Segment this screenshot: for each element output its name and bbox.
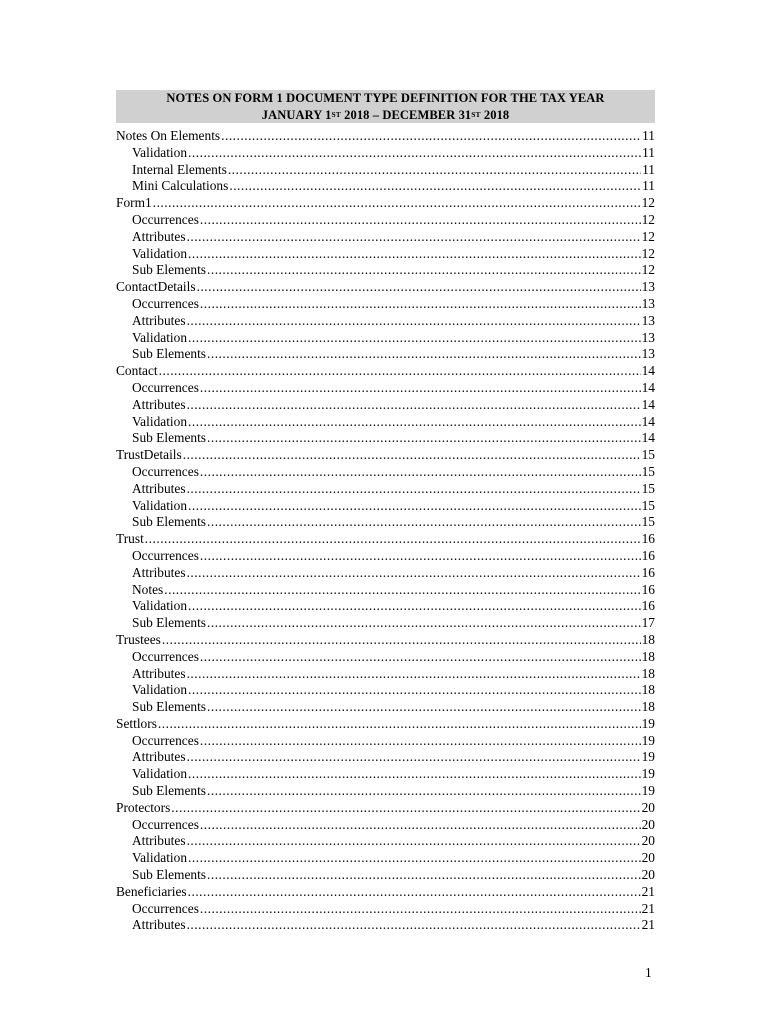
toc-subentry[interactable] [116, 262, 655, 279]
toc-subentry[interactable] [116, 817, 655, 834]
table-of-contents [116, 128, 655, 934]
toc-entry[interactable] [116, 531, 655, 548]
toc-subentry[interactable] [116, 246, 655, 263]
toc-entry-label: Mini Calculations [132, 178, 229, 194]
toc-entry-label: Validation [132, 329, 188, 345]
toc-entry-page: 16 [641, 531, 655, 547]
toc-entry-label: Validation [132, 766, 188, 782]
toc-dot-leader [187, 313, 641, 330]
toc-subentry[interactable] [116, 783, 655, 800]
toc-entry-label: Attributes [132, 312, 186, 328]
toc-entry-page: 13 [641, 295, 655, 311]
toc-subentry[interactable] [116, 178, 655, 195]
toc-entry-label: Sub Elements [132, 430, 207, 446]
toc-dot-leader [228, 162, 641, 179]
toc-entry-page: 20 [641, 799, 655, 815]
toc-subentry[interactable] [116, 901, 655, 918]
toc-entry-page: 13 [641, 312, 655, 328]
toc-entry-label: Validation [132, 413, 188, 429]
toc-entry-label: Occurrences [132, 816, 199, 832]
toc-entry-label: Occurrences [132, 463, 199, 479]
toc-entry[interactable] [116, 632, 655, 649]
toc-entry[interactable] [116, 447, 655, 464]
toc-entry-label: Attributes [132, 833, 186, 849]
toc-entry-label: ContactDetails [116, 279, 196, 295]
toc-entry-label: Occurrences [132, 211, 199, 227]
document-title-banner [116, 90, 655, 123]
toc-entry-page: 13 [641, 329, 655, 345]
toc-entry-page: 15 [641, 497, 655, 513]
toc-entry-page: 14 [641, 413, 655, 429]
toc-entry-label: Sub Elements [132, 867, 207, 883]
toc-subentry[interactable] [116, 514, 655, 531]
toc-entry-label: Settlors [116, 715, 157, 731]
toc-subentry[interactable] [116, 414, 655, 431]
toc-entry-label: Notes [132, 581, 164, 597]
toc-subentry[interactable] [116, 430, 655, 447]
toc-dot-leader [187, 749, 641, 766]
toc-dot-leader [229, 178, 641, 195]
toc-dot-leader [188, 766, 641, 783]
toc-entry-label: Sub Elements [132, 699, 207, 715]
toc-dot-leader [162, 632, 641, 649]
toc-entry-label: Occurrences [132, 295, 199, 311]
toc-entry-page: 12 [641, 211, 655, 227]
toc-dot-leader [207, 867, 641, 884]
toc-subentry[interactable] [116, 346, 655, 363]
toc-entry-page: 19 [641, 766, 655, 782]
toc-dot-leader [207, 430, 641, 447]
toc-dot-leader [200, 296, 641, 313]
toc-subentry[interactable] [116, 598, 655, 615]
toc-dot-leader [207, 514, 641, 531]
toc-entry-page: 20 [641, 833, 655, 849]
toc-dot-leader [158, 716, 641, 733]
toc-dot-leader [200, 817, 641, 834]
toc-dot-leader [153, 195, 641, 212]
toc-entry-label: Internal Elements [132, 161, 227, 177]
toc-subentry[interactable] [116, 682, 655, 699]
toc-entry-label: Occurrences [132, 900, 199, 916]
toc-dot-leader [200, 380, 641, 397]
toc-entry-page: 17 [641, 615, 655, 631]
toc-entry[interactable] [116, 363, 655, 380]
toc-dot-leader [197, 279, 641, 296]
toc-subentry[interactable] [116, 380, 655, 397]
toc-subentry[interactable] [116, 330, 655, 347]
title-line-2-part-a: JANUARY 1 [261, 107, 332, 122]
title-line-2-part-c: 2018 [480, 107, 510, 122]
toc-dot-leader [200, 548, 641, 565]
toc-entry-page: 18 [641, 682, 655, 698]
toc-entry-label: Validation [132, 497, 188, 513]
title-superscript-1: ST [331, 109, 341, 119]
toc-dot-leader [188, 145, 641, 162]
toc-entry-page: 13 [641, 346, 655, 362]
toc-entry-label: Sub Elements [132, 514, 207, 530]
page-number: 1 [645, 965, 652, 980]
toc-entry-page: 11 [642, 161, 655, 177]
toc-entry-page: 18 [641, 648, 655, 664]
toc-entry-label: Attributes [132, 480, 186, 496]
toc-dot-leader [188, 330, 641, 347]
toc-entry-label: Protectors [116, 799, 171, 815]
toc-subentry[interactable] [116, 766, 655, 783]
toc-entry-label: Occurrences [132, 547, 199, 563]
toc-dot-leader [188, 498, 641, 515]
toc-entry-page: 14 [641, 379, 655, 395]
toc-dot-leader [207, 346, 641, 363]
toc-dot-leader [188, 884, 641, 901]
toc-subentry[interactable] [116, 917, 655, 934]
toc-entry-label: Attributes [132, 665, 186, 681]
toc-subentry[interactable] [116, 498, 655, 515]
toc-entry-page: 21 [641, 917, 655, 933]
toc-subentry[interactable] [116, 313, 655, 330]
toc-entry-label: Sub Elements [132, 262, 207, 278]
toc-entry-page: 16 [641, 598, 655, 614]
toc-subentry[interactable] [116, 850, 655, 867]
toc-entry-page: 14 [641, 396, 655, 412]
toc-entry-label: Validation [132, 598, 188, 614]
toc-dot-leader [188, 682, 641, 699]
toc-entry-page: 21 [641, 883, 655, 899]
toc-subentry[interactable] [116, 145, 655, 162]
title-line-2-part-b: 2018 – DECEMBER 31 [340, 107, 472, 122]
toc-subentry[interactable] [116, 666, 655, 683]
toc-entry-label: Occurrences [132, 732, 199, 748]
toc-entry-label: Beneficiaries [116, 883, 187, 899]
toc-entry-label: Validation [132, 144, 188, 160]
toc-dot-leader [187, 229, 641, 246]
title-superscript-2: ST [471, 109, 481, 119]
toc-entry-label: TrustDetails [116, 447, 182, 463]
title-line-2 [116, 107, 655, 124]
toc-entry-page: 19 [641, 783, 655, 799]
toc-entry-label: Attributes [132, 917, 186, 933]
toc-subentry[interactable] [116, 162, 655, 179]
toc-entry-page: 19 [641, 715, 655, 731]
toc-dot-leader [171, 800, 640, 817]
toc-dot-leader [207, 699, 641, 716]
toc-dot-leader [200, 649, 641, 666]
toc-subentry[interactable] [116, 733, 655, 750]
toc-dot-leader [200, 212, 641, 229]
toc-dot-leader [207, 615, 641, 632]
toc-entry-page: 19 [641, 749, 655, 765]
toc-dot-leader [187, 397, 641, 414]
toc-dot-leader [187, 833, 641, 850]
toc-entry-page: 16 [641, 581, 655, 597]
toc-entry-page: 11 [642, 128, 655, 143]
toc-dot-leader [200, 901, 641, 918]
toc-entry-page: 15 [641, 463, 655, 479]
toc-dot-leader [187, 481, 641, 498]
toc-dot-leader [200, 733, 641, 750]
toc-subentry[interactable] [116, 699, 655, 716]
toc-entry-label: Notes On Elements [116, 128, 221, 143]
toc-entry[interactable] [116, 279, 655, 296]
toc-entry[interactable] [116, 195, 655, 212]
toc-entry-page: 11 [642, 144, 655, 160]
toc-subentry[interactable] [116, 833, 655, 850]
toc-subentry[interactable] [116, 649, 655, 666]
toc-subentry[interactable] [116, 296, 655, 313]
toc-subentry[interactable] [116, 548, 655, 565]
toc-entry-page: 15 [641, 480, 655, 496]
toc-dot-leader [188, 246, 641, 263]
toc-subentry[interactable] [116, 615, 655, 632]
toc-entry[interactable] [116, 884, 655, 901]
toc-entry[interactable] [116, 128, 655, 145]
toc-dot-leader [183, 447, 641, 464]
toc-entry[interactable] [116, 800, 655, 817]
toc-entry-page: 21 [641, 900, 655, 916]
toc-dot-leader [187, 666, 641, 683]
toc-dot-leader [187, 917, 641, 934]
toc-entry-label: Attributes [132, 564, 186, 580]
toc-entry-label: Sub Elements [132, 615, 207, 631]
toc-dot-leader [188, 850, 641, 867]
toc-entry-label: Validation [132, 850, 188, 866]
toc-entry-label: Validation [132, 245, 188, 261]
toc-entry-page: 20 [641, 850, 655, 866]
toc-subentry[interactable] [116, 565, 655, 582]
toc-entry-label: Contact [116, 363, 158, 379]
toc-dot-leader [207, 262, 641, 279]
toc-subentry[interactable] [116, 229, 655, 246]
toc-entry-page: 14 [641, 363, 655, 379]
toc-entry-page: 14 [641, 430, 655, 446]
toc-entry-label: Sub Elements [132, 346, 207, 362]
toc-entry-page: 16 [641, 547, 655, 563]
toc-dot-leader [145, 531, 641, 548]
toc-subentry[interactable] [116, 212, 655, 229]
toc-subentry[interactable] [116, 749, 655, 766]
toc-entry-label: Occurrences [132, 379, 199, 395]
toc-subentry[interactable] [116, 481, 655, 498]
toc-entry-page: 19 [641, 732, 655, 748]
toc-dot-leader [188, 598, 641, 615]
toc-entry[interactable] [116, 716, 655, 733]
toc-entry-label: Form1 [116, 195, 152, 211]
toc-entry-page: 11 [642, 178, 655, 194]
toc-entry-label: Validation [132, 682, 188, 698]
toc-entry-page: 12 [641, 262, 655, 278]
toc-entry-label: Occurrences [132, 648, 199, 664]
toc-entry-page: 15 [641, 447, 655, 463]
toc-entry-page: 20 [641, 816, 655, 832]
toc-dot-leader [188, 414, 641, 431]
toc-entry-label: Attributes [132, 396, 186, 412]
toc-subentry[interactable] [116, 867, 655, 884]
toc-entry-page: 15 [641, 514, 655, 530]
toc-entry-page: 18 [641, 631, 655, 647]
toc-entry-page: 20 [641, 867, 655, 883]
toc-entry-page: 12 [641, 245, 655, 261]
toc-entry-page: 16 [641, 564, 655, 580]
toc-entry-page: 13 [641, 279, 655, 295]
toc-entry-label: Trust [116, 531, 144, 547]
toc-dot-leader [164, 582, 640, 599]
toc-entry-label: Attributes [132, 749, 186, 765]
toc-dot-leader [207, 783, 641, 800]
toc-dot-leader [187, 565, 641, 582]
toc-dot-leader [200, 464, 641, 481]
toc-dot-leader [159, 363, 641, 380]
toc-entry-page: 18 [641, 699, 655, 715]
toc-entry-page: 12 [641, 195, 655, 211]
toc-dot-leader [221, 128, 641, 145]
toc-subentry[interactable] [116, 582, 655, 599]
toc-entry-label: Trustees [116, 631, 161, 647]
toc-entry-label: Sub Elements [132, 783, 207, 799]
toc-entry-page: 12 [641, 228, 655, 244]
toc-subentry[interactable] [116, 397, 655, 414]
toc-entry-page: 18 [641, 665, 655, 681]
title-line-1: NOTES ON FORM 1 DOCUMENT TYPE DEFINITION FOR THE TAX YEAR [166, 91, 605, 105]
toc-subentry[interactable] [116, 464, 655, 481]
toc-entry-label: Attributes [132, 228, 186, 244]
